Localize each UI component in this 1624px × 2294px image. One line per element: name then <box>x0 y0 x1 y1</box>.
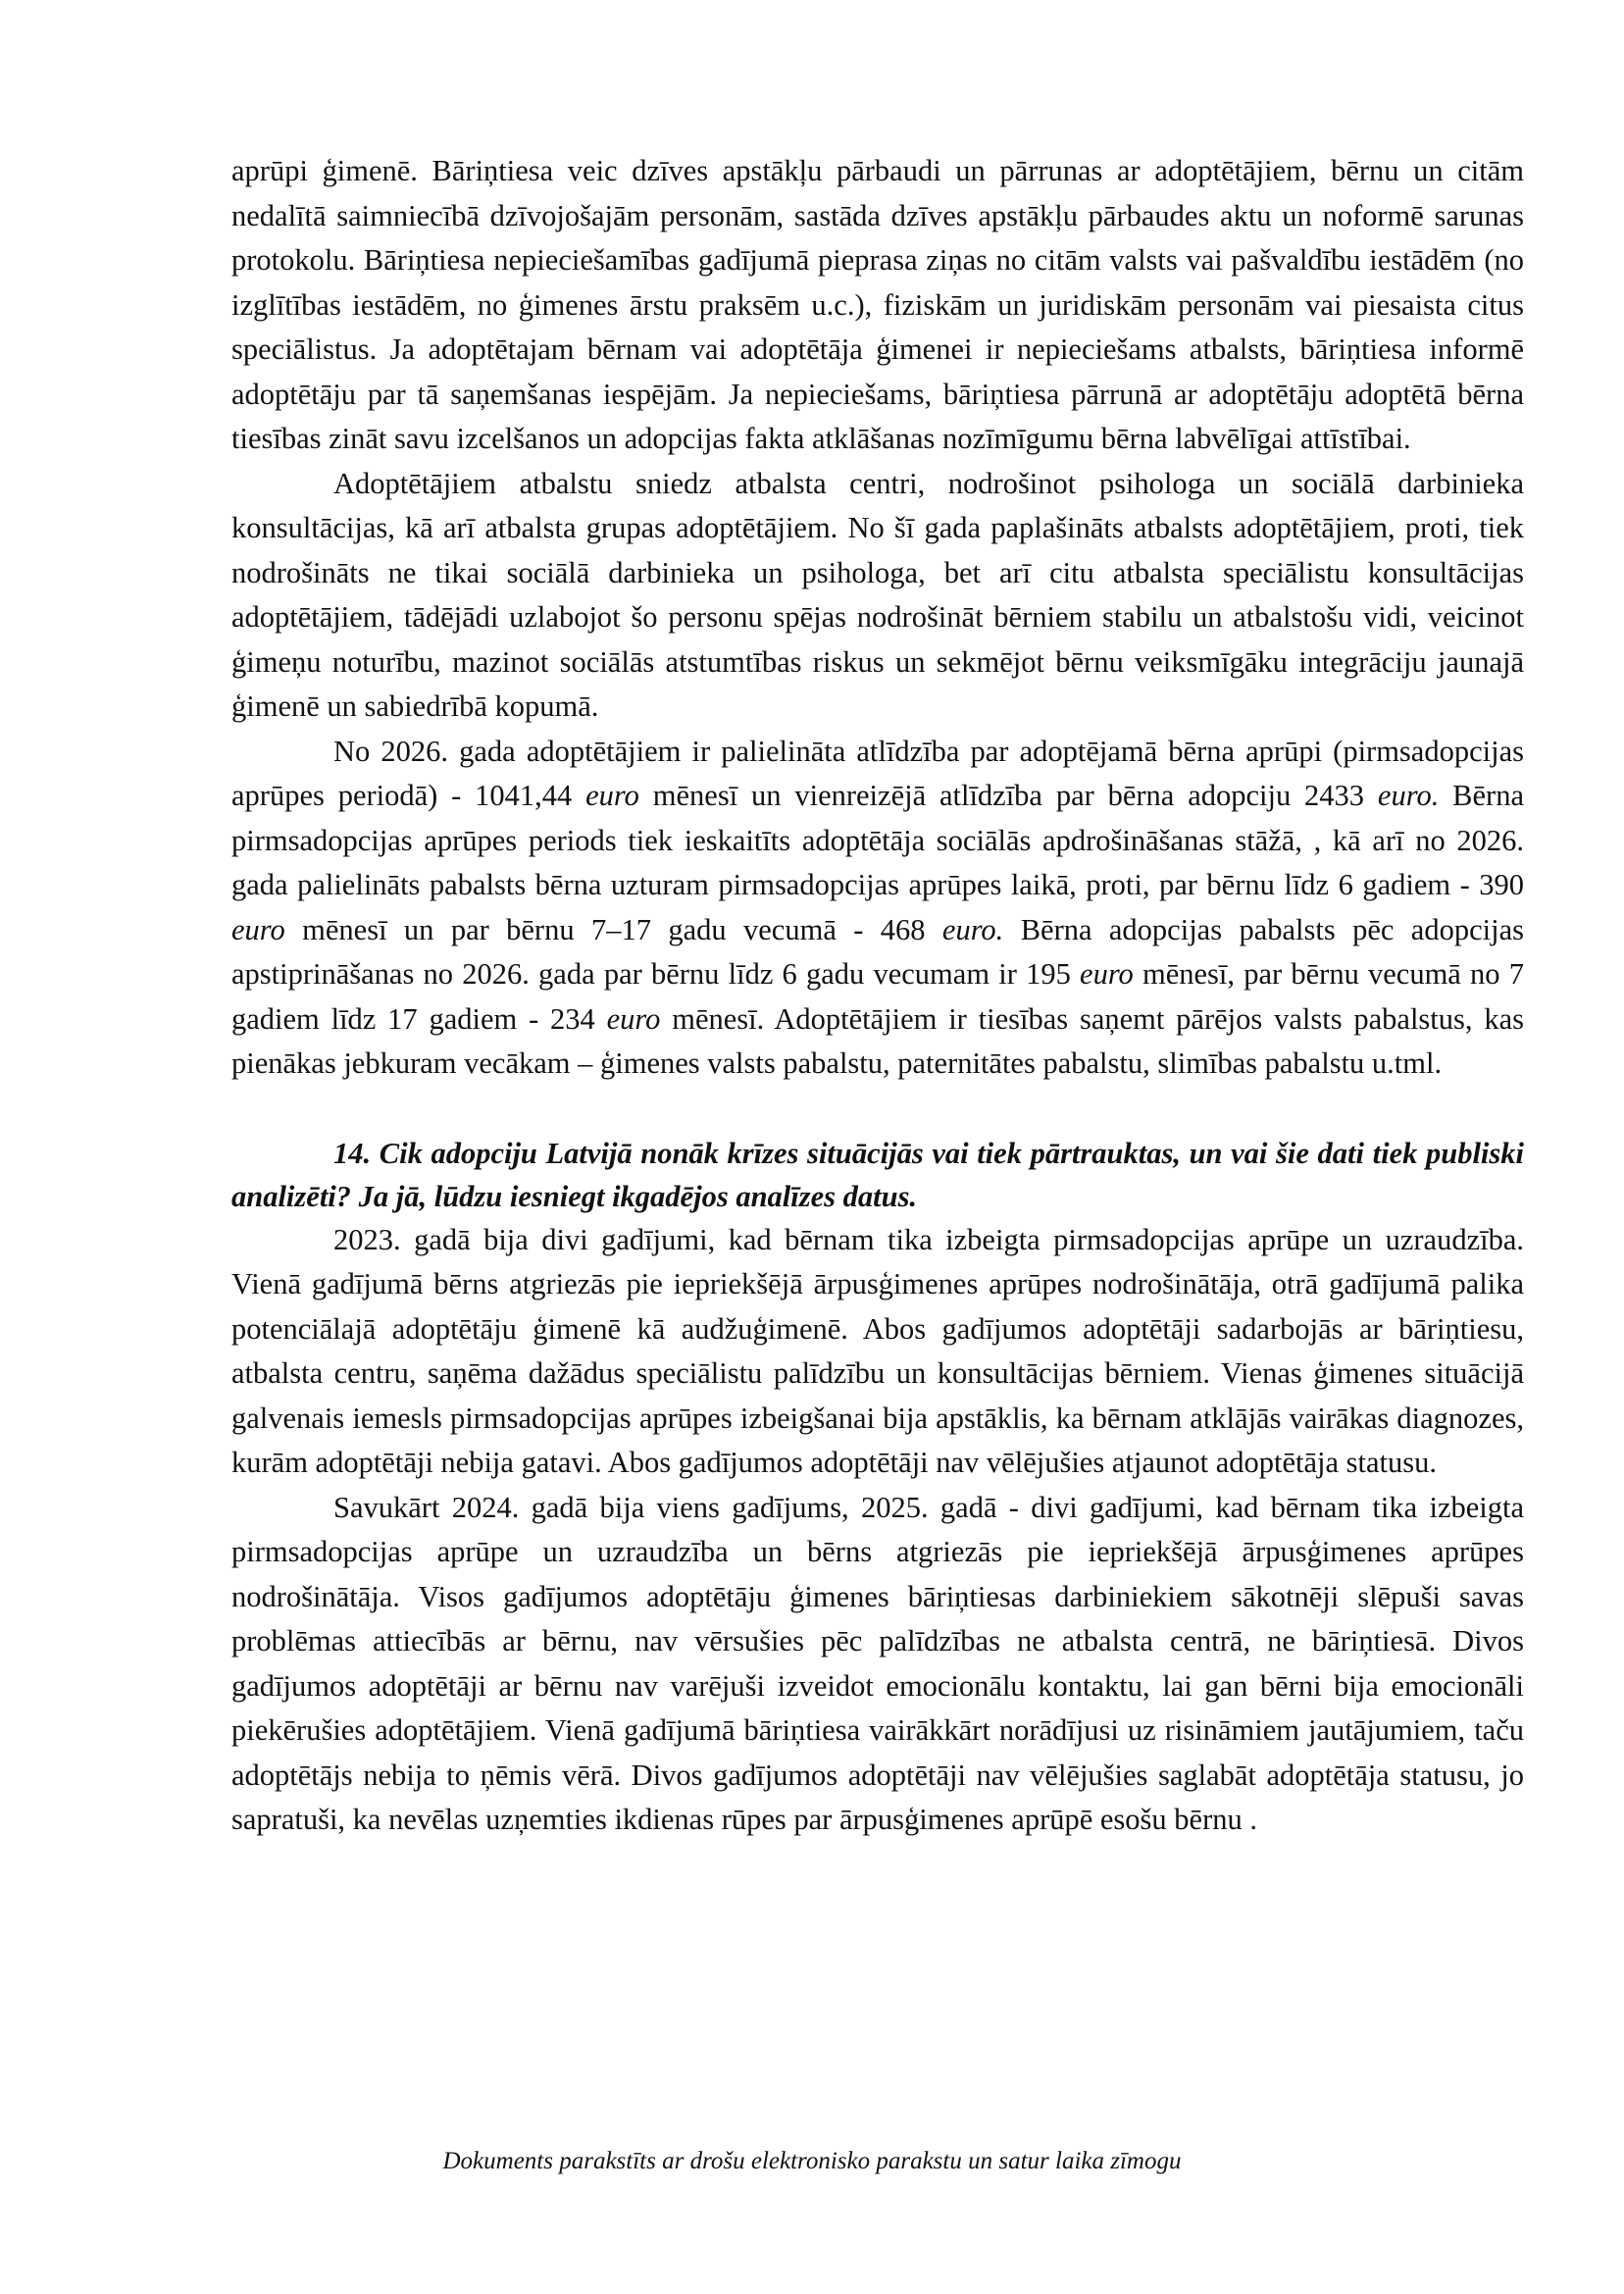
benefits-text-4: mēnesī un par bērnu 7–17 gadu vecumā - 468 <box>284 912 942 946</box>
benefits-text-2: mēnesī un vienreizējā atlīdzība par bērna adopciju 2433 <box>638 779 1378 812</box>
benefits-text-3: Bērna pirmsadopcijas aprūpes periods tiek ieskaitīts adoptētāja sociālās apdrošināšanas stāžā, , kā arī no 2026. gada palielināts pabalsts bērna uzturam pirmsadopcijas aprūpes laikā, proti, par bērnu līdz 6 gadiem - 390 <box>231 779 1525 901</box>
benefits-text-6: mēnesī, par bērnu vecumā no 7 gadiem līdz 17 gadiem - 234 <box>231 957 1524 1036</box>
currency-euro: euro. <box>1377 779 1440 812</box>
signature-footer-note: Dokuments parakstīts ar drošu elektronisko parakstu un satur laika zīmogu <box>442 2148 1182 2174</box>
benefits-text-5: Bērna adopcijas pabalsts pēc adopcijas apstiprināšanas no 2026. gada par bērnu līdz 6 gadu vecumam ir 195 <box>231 912 1524 991</box>
benefits-text-7: mēnesī. Adoptētājiem ir tiesības saņemt pārējos valsts pabalstus, kas pienākas jebkuram vecākam – ģimenes valsts pabalstu, paternitātes pabalstu, slimības pabalstu u.tml. <box>231 1001 1524 1080</box>
currency-euro: euro <box>1080 957 1134 991</box>
document-body <box>231 149 1524 1843</box>
benefits-text-1: No 2026. gada adoptētājiem ir palielināta atlīdzība par adoptējamā bērna aprūpi (pirmsadopcijas aprūpes periodā) - 1041,44 <box>231 734 1524 812</box>
paragraph-family-care-check: aprūpi ģimenē. Bāriņtiesa veic dzīves apstākļu pārbaudi un pārrunas ar adoptētājiem, bērnu un citām nedalītā saimniecībā dzīvojošajām personām, sastāda dzīves apstākļu pārbaudes aktu un noformē sarunas protokolu. Bāriņtiesa nepieciešamības gadījumā pieprasa ziņas no citām valsts vai pašvaldību iestādēm (no izglītības iestādēm, no ģimenes ārstu praksēm u.c.), fiziskām un juridiskām personām vai piesaista citus speciālistus. Ja adoptētajam bērnam vai adoptētāja ģimenei ir nepieciešams atbalsts, bāriņtiesa informē adoptētāju par tā saņemšanas iespējām. Ja nepieciešams, bāriņtiesa pārrunā ar adoptētāju adoptētā bērna tiesības zināt savu izcelšanos un adopcijas fakta atklāšanas nozīmīgumu bērna labvēlīgai attīstībai. <box>231 154 1524 455</box>
currency-euro: euro <box>231 912 285 946</box>
currency-euro: euro. <box>941 912 1004 946</box>
currency-euro: euro <box>585 779 639 812</box>
answer-paragraph-2023: 2023. gadā bija divi gadījumi, kad bērnam tika izbeigta pirmsadopcijas aprūpe un uzraudzība. Vienā gadījumā bērns atgriezās pie iepriekšējā ārpusģimenes aprūpes nodrošinātāja, otrā gadījumā palika potenciālajā adoptētāju ģimenē kā audžuģimenē. Abos gadījumos adoptētāji sadarbojās ar bāriņtiesu, atbalsta centru, saņēma dažādus speciālistu palīdzību un konsultācijas bērniem. Vienas ģimenes situācijā galvenais iemesls pirmsadopcijas aprūpes izbeigšanai bija apstāklis, ka bērnam atklājās vairākas diagnozes, kurām adoptētāji nebija gatavi. Abos gadījumos adoptētāji nav vēlējušies atjaunot adoptētāja statusu. <box>231 1222 1524 1479</box>
currency-euro: euro <box>606 1001 661 1036</box>
section-spacer <box>231 1087 1524 1132</box>
answer-paragraph-2024-2025: Savukārt 2024. gadā bija viens gadījums, 2025. gadā - divi gadījumi, kad bērnam tika izbeigta pirmsadopcijas aprūpe un uzraudzība un bērns atgriezās pie iepriekšējā ārpusģimenes aprūpes nodrošinātāja. Visos gadījumos adoptētāju ģimenes bāriņtiesas darbiniekiem sākotnēji slēpuši savas problēmas attiecībās ar bērnu, nav vērsušies pēc palīdzības ne atbalsta centrā, ne bāriņtiesā. Divos gadījumos adoptētāji ar bērnu nav varējuši izveidot emocionālu kontaktu, lai gan bērni bija emocionāli piekērušies adoptētājiem. Vienā gadījumā bāriņtiesa vairākkārt norādījusi uz risināmiem jautājumiem, taču adoptētājs nebija to ņēmis vērā. Divos gadījumos adoptētāji nav vēlējušies saglabāt adoptētāja statusu, jo sapratuši, ka nevēlas uzņemties ikdienas rūpes par ārpusģimenes aprūpē esošu bērnu . <box>231 1490 1524 1836</box>
paragraph-support-centres: Adoptētājiem atbalstu sniedz atbalsta centri, nodrošinot psihologa un sociālā darbinieka konsultācijas, kā arī atbalsta grupas adoptētājiem. No šī gada paplašināts atbalsts adoptētājiem, proti, tiek nodrošināts ne tikai sociālā darbinieka un psihologa, bet arī citu atbalsta speciālistu konsultācijas adoptētājiem, tādējādi uzlabojot šo personu spējas nodrošināt bērniem stabilu un atbalstošu vidi, veicinot ģimeņu noturību, mazinot sociālās atstumtības riskus un sekmējot bērnu veiksmīgāku integrāciju jaunajā ģimenē un sabiedrībā kopumā. <box>231 466 1524 723</box>
question-14-heading: 14. Cik adopciju Latvijā nonāk krīzes situācijās vai tiek pārtrauktas, un vai šie dati tiek publiski analizēti? Ja jā, lūdzu iesniegt ikgadējos analīzes datus. <box>231 1136 1524 1213</box>
paragraph-benefits <box>231 730 1524 1087</box>
